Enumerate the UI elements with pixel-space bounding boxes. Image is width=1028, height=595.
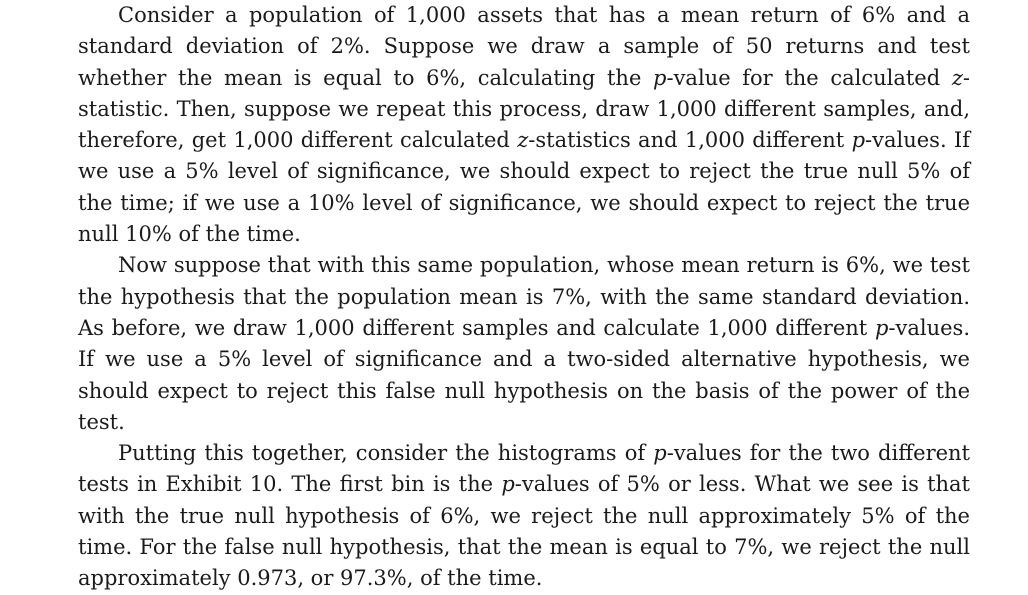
paragraph-3 <box>78 438 970 594</box>
text-run: Putting this together, consider the histograms of <box>118 441 654 466</box>
math-variable: p <box>653 441 667 466</box>
math-variable: z <box>951 65 963 90</box>
text-run: -values of 5% or less. What we see is that with the true null hypothesis of 6%, we reject the null approximately 5% of the time. For the false null hypothesis, that the mean is equal to 7%, we reject the null approximately 0.973, or 97.3%, of the time. <box>78 472 970 591</box>
text-run: -values. If we use a 5% level of significance and a two-sided alternative hypothesis, we should expect to reject this false null hypothesis on the basis of the power of the test. <box>78 315 970 434</box>
text-run: Now suppose that with this same population, whose mean return is 6%, we test the hypothesis that the population mean is 7%, with the same standard deviation. As before, we draw 1,000 different samples and calculate 1,000 different <box>78 253 970 340</box>
text-run: -statistic. Then, suppose we repeat this process, draw 1,000 different samples, and, therefore, get 1,000 different calculated <box>78 65 970 153</box>
math-variable: z <box>517 128 529 153</box>
text-run: -statistics and 1,000 different <box>528 128 852 153</box>
text-run: Consider a population of 1,000 assets that has a mean return of 6% and a standard deviation of 2%. Suppose we draw a sample of 50 returns and test whether the mean is equal to 6%, calculating the <box>78 3 970 90</box>
text-run: -values. If we use a 5% level of significance, we should expect to reject the true null 5% of the time; if we use a 10% level of significance, we should expect to reject the true null 10% of the time. <box>78 128 971 247</box>
math-variable: p <box>874 315 889 340</box>
math-variable: p <box>501 472 515 497</box>
text-run: -values for the two different tests in Exhibit 10. The first bin is the <box>78 441 970 497</box>
math-variable: p <box>851 128 866 153</box>
text-run: -value for the calculated <box>666 65 952 90</box>
paragraph-2 <box>78 250 970 438</box>
paragraph-1 <box>78 0 970 250</box>
document-page <box>78 0 970 595</box>
math-variable: p <box>653 65 667 90</box>
